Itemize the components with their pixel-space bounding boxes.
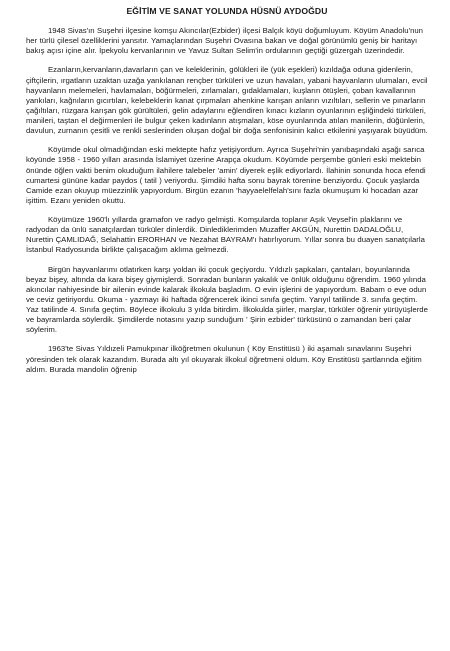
paragraph-teacher-school: 1963'te Sivas Yıldızeli Pamukpınar ilköğretmen okulunun ( Köy Enstitüsü ) iki aşamalı sınavlarını Suşehri yöresinden tek olarak kazandım. Burada altı yıl okuyarak ilkokul öğretmeni oldum. Köy Enstitüsü şartlarında eğitim aldım. Burada mandolin öğrenip [26,344,422,374]
paragraph-nature-sounds: Ezanların,kervanların,davarların çan ve keleklerinin, gölükleri ile (yük eşekleri) kızıldağa oduna gidenlerin, çiftçilerin, ırgatların uzaktan uzağa yankılanan rençber türküleri ve uzun havaları, yabani hayvanların ulumaları, evcil hayvanların melemeleri, havlamaları, böğürmeleri, zırlamaları, gıdaklamaları, kuşların ötüşleri, çoban kavallarının yankıları, kağnıların gıcırtıları, kelebeklerin kanat çırpmaları ahenkine karışan arıların vızıltıları, sellerin ve pınarların çağıltıları, rüzgara karışan gök gürültüleri, gelin adaylarını eğlendiren kınacı kızların oyunlarının eşliğindeki türküleri, manileri, taştan el değirmenleri ile bulgur çeken kadınların atışmaları, köse oyunlarında atılan manilerin, düğünlerin, davulun, zurnanın çesitli ve renkli seslerinden oluşan doğal bir doğa senfonisinin kalıcı etkilerini yaşıyarak büyüdüm. [26,65,428,136]
paragraph-radio: Köyümüze 1960'lı yıllarda gramafon ve radyo gelmişti. Komşularda toplanır Aşık Veysel'in plaklarını ve radyodan da ünlü sanatçılardan türküler dinlerdik. Dinlediklerimden Muzaffer AKGÜN, Nurettin DADALOĞLU, Nurettin ÇAMLIDAĞ, Selahattin ERORHAN ve Nezahat BAYRAM'ı hatırlıyorum. Yıllar sonra bu duayen sanatçılarla İstanbul Radyosunda birlikte çalışacağım aklıma gelmezdi. [26,215,425,255]
paragraph-primary-school: Birgün hayvanlarımı otlatırken karşı yoldan iki çocuk geçiyordu. Yıldızlı şapkaları, çantaları, boyunlarında beyaz bişey, altında da kara bişey giymişlerdi. Sonradan bunların yakalık ve önlük olduğunu öğrendim. 1960 yılında akıncılar nahiyesinde bir ailenin evinde kalarak ilkokula başladım. O evin işlerini de yapıyordum. Babam o eve odun ve ceviz getiriyordu. Okuma - yazmayı iki haftada öğrencerek ikinci sınıfa geçtim. Yarıyıl tatilinde 3. sınıfa geçtim. Yaz tatilinde 4. Sınıfa geçtim. Böylece ilkokulu 3 yılda bitirdim. İlkokulda şiirler, marşlar, türküler öğrenir yürüyüşlerde ve bayramlarda söylerdik. Şimdilerde notasını yazıp sunduğum ' Şirin ezbider' türküsünü o zamandan beri çalar söylerim. [26,264,428,335]
paragraph-birth: 1948 Sivas'ın Suşehri ilçesine komşu Akıncılar(Ezbider) ilçesi Balçık köyü doğumluyum. Köyüm Anadolu'nun her türlü çilesel özelliklerini yansıtır. Yamaçlarından Suşehri Ovasına bakan ve doğal görünümlü geniş bir haritayı bakış açısı içine alır. İpekyolu kervanlarının ve Yavuz Sultan Selim'in ordularının geçtiği güzergah üzerindedir. [26,26,423,56]
paragraph-religious-education: Köyümde okul olmadığından eski mektepte hafız yetişiyordum. Ayrıca Suşehri'nin yanıbaşındaki aşağı sarıca köyünde 1958 - 1960 yılları arasında İslamiyet üzerine Arapça okudum. Köyümde perşembe günleri eski mektebin önünde öğlen vakti benim okuduğum ilahilere talebeler 'amin' diyerek eşlik ediyorlardı. İlahinin sonunda hoca efendi cumartesi gününe kadar paydos ( tatil ) veriyordu. Şimdiki hafta sonu bayrak törenine benziyordu. Çocuk yaşlarda Camide ezan okuyup müezzinlik yapıyordum. Birgün ezanın 'hayyaelelfelah'sını fazla okumuşum ki hocadan azar işittim. Ezanı yeniden okuttu. [26,145,426,205]
document-title: EĞİTİM VE SANAT YOLUNDA HÜSNÜ AYDOĞDU [126,6,328,16]
